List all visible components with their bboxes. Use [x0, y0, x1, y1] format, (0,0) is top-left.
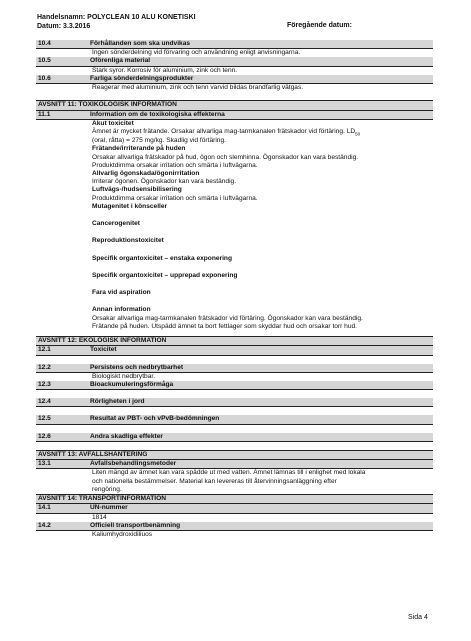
- row-number: 12.3: [38, 380, 51, 388]
- row-title: UN-nummer: [90, 504, 128, 512]
- row-10-6: [36, 75, 433, 84]
- row-12-4: [36, 398, 433, 407]
- row-number: 12.2: [38, 363, 51, 371]
- row-number: 12.4: [38, 398, 51, 406]
- skin-corrosion-text-2: Produktdimma orsakar irritation och smärta i luftvägarna.: [92, 161, 258, 169]
- row-12-2: [36, 364, 433, 373]
- ld-subscript: 50: [355, 131, 361, 137]
- aspiration-heading: Fara vid aspiration: [92, 289, 151, 297]
- trade-name: Handelsnamn: POLYCLEAN 10 ALU KONETISKI: [37, 14, 196, 21]
- waste-text-2: och nationella bestämmelser. Material kan levereras till återvinningsanläggning efter: [92, 477, 337, 485]
- row-title: Förhållanden som ska undvikas: [90, 40, 191, 47]
- document-content: [36, 40, 433, 539]
- row-title: Information om de toxikologiska effekterna: [90, 110, 225, 118]
- row-title: Bioackumuleringsförmåga: [90, 380, 174, 388]
- row-14-2: [36, 522, 433, 531]
- row-number: 14.2: [38, 521, 51, 529]
- row-number: 14.1: [38, 504, 51, 512]
- row-10-5: [36, 57, 433, 66]
- row-12-1: [36, 346, 433, 355]
- row-title: Toxicitet: [90, 346, 117, 354]
- stot-single-heading: Specifik organtoxicitet – enstaka exponering: [92, 254, 232, 262]
- row-12-5: [36, 415, 433, 424]
- row-number: 12.6: [38, 432, 51, 440]
- row-number: 10.4: [38, 40, 51, 47]
- row-number: 13.1: [38, 460, 51, 468]
- document-date: Datum: 3.3.2016: [37, 23, 91, 31]
- row-title: Farliga sönderdelningsprodukter: [90, 74, 194, 82]
- row-12-3: [36, 381, 433, 390]
- row-title: Avfallsbehandlingsmetoder: [90, 460, 177, 468]
- eye-damage-text: Irriterar ögonen. Ögonskador kan vara beständig.: [92, 178, 237, 186]
- row-11-1: [36, 111, 433, 120]
- row-title: Rörligheten i jord: [90, 398, 145, 406]
- section-13-heading: AVSNITT 13: AVFALLSHANTERING: [36, 450, 433, 460]
- acute-toxicity-heading: Akut toxicitet: [92, 119, 134, 127]
- row-text: Reagerar med aluminium, zink och tenn varvid bildas brandfarlig vätgas.: [92, 84, 304, 92]
- stot-repeated-heading: Specifik organtoxicitet – upprepad exponering: [92, 271, 238, 279]
- waste-text-1: Liten mängd av ämnet kan vara spädde ut med vatten. Ämnet lämnas till i enlighet med lokala: [92, 469, 366, 477]
- row-text: Ingen sönderdelning vid förvaring och användning enligt anvisningarna.: [92, 49, 301, 57]
- eye-damage-heading: Allvarlig ögonskada/ögonirritation: [92, 169, 200, 177]
- row-title: Andra skadliga effekter: [90, 432, 163, 440]
- row-12-6: [36, 433, 433, 442]
- skin-corrosion-text: Orsakar allvarliga frätskador på hud, ögon och slemhinna. Ögonskador kan vara beständig.: [92, 153, 359, 161]
- section-12-heading: AVSNITT 12: EKOLOGISK INFORMATION: [36, 336, 433, 346]
- other-info-heading: Annan information: [92, 306, 151, 314]
- row-title: Officiell transportbenämning: [90, 521, 181, 529]
- un-number-value: 1814: [92, 513, 107, 521]
- acute-toxicity-text-2: (oral, råtta) = 275 mg/kg. Skadlig vid förtäring.: [92, 137, 226, 145]
- shipping-name-value: Kaliumhydroxidiliuos: [92, 531, 153, 539]
- row-title: Resultat av PBT- och vPvB-bedömningen: [90, 415, 220, 423]
- row-text: Biologiskt nedbrytbar.: [92, 372, 156, 380]
- carcinogenicity-heading: Cancerogenitet: [92, 220, 140, 228]
- other-info-text-2: Frätande på huden. Utspädd ämnet ta bort fettlager som skyddar hud och orsakar torr hud.: [92, 322, 357, 330]
- row-title: Oförenliga material: [90, 57, 151, 65]
- sensitisation-heading: Luftvägs-/hudsensibilisering: [92, 186, 182, 194]
- mutagenicity-heading: Mutagenitet i könsceller: [92, 202, 168, 210]
- sensitisation-text: Produktdimma orsakar irritation och smärta i luftvägarna.: [92, 194, 258, 202]
- skin-corrosion-heading: Frätande/irriterande på huden: [92, 145, 186, 153]
- other-info-text: Orsakar allvarliga mag-tarmkanalen frätskador vid förtäring. Ögonskador kan vara beständig.: [92, 314, 363, 322]
- row-number: 12.1: [38, 346, 51, 354]
- section-11-heading: AVSNITT 11: TOXIKOLOGISK INFORMATION: [36, 100, 433, 110]
- row-title: Persistens och nedbrytbarhet: [90, 363, 184, 371]
- page-number: Sida 4: [408, 614, 428, 621]
- row-number: 10.5: [38, 57, 51, 65]
- previous-date: Föregående datum:: [287, 22, 352, 29]
- waste-text-3: rengöring.: [92, 485, 122, 493]
- row-number: 12.5: [38, 415, 51, 423]
- row-13-1: [36, 460, 433, 469]
- acute-toxicity-text: Ämnet är mycket frätande. Orsakar allvarliga mag-tarmkanalen frätskador vid förtäring. $LD_{50}$: [92, 128, 361, 137]
- section-14-heading: AVSNITT 14: TRANSPORTINFORMATION: [36, 494, 433, 504]
- row-14-1: [36, 504, 433, 513]
- row-10-4: [36, 40, 433, 49]
- reproductive-toxicity-heading: Reproduktionstoxicitet: [92, 237, 164, 245]
- row-number: 11.1: [38, 110, 51, 118]
- row-number: 10.6: [38, 74, 51, 82]
- document-header: [37, 13, 196, 31]
- row-text: Stark syror. Korrosiv för aluminium, zink och tenn.: [92, 66, 238, 74]
